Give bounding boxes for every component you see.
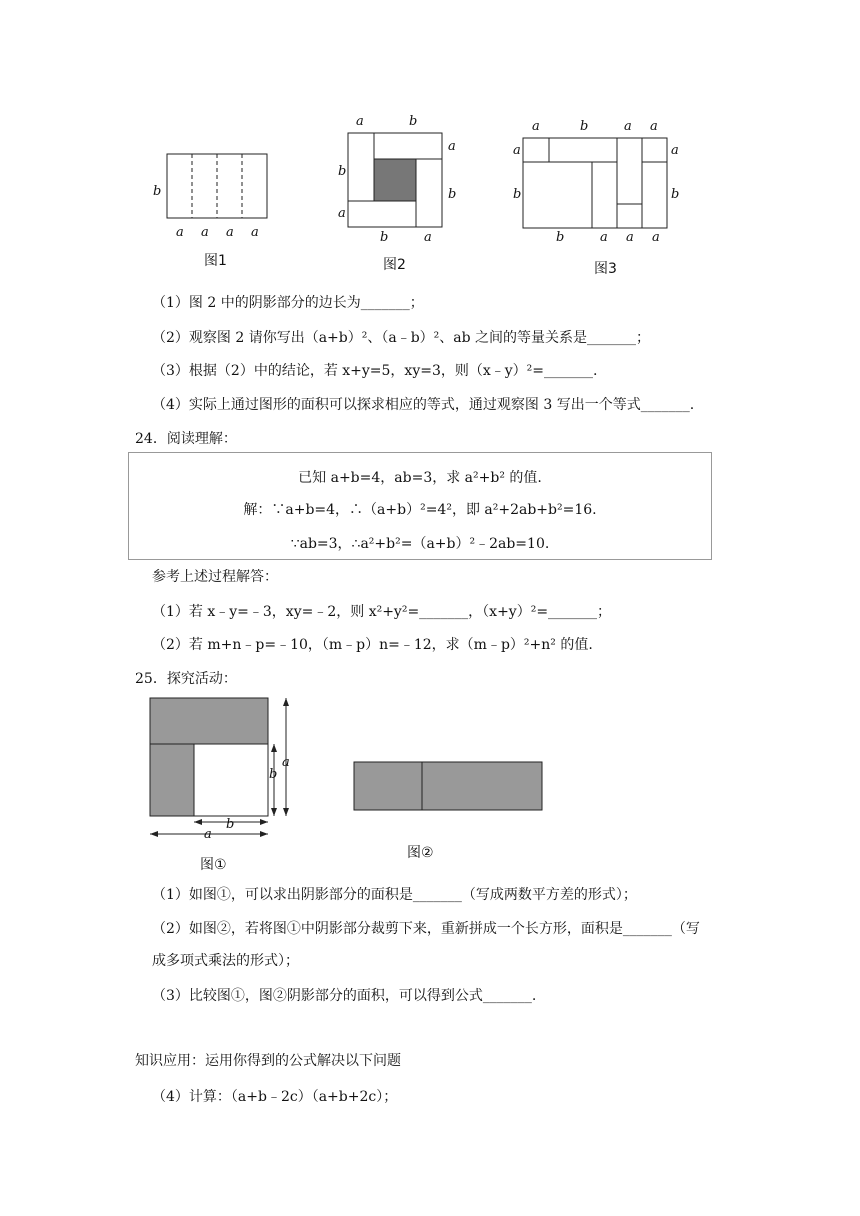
q24-title: 24．阅读理解：	[135, 431, 237, 447]
q25-part-3: （3）比较图①，图②阴影部分的面积，可以得到公式_______.	[152, 988, 537, 1004]
q24-box-line: 解：∵a+b=4，∴（a+b）²=4²，即 a²+2ab+b²=16.	[243, 502, 597, 518]
fig3-bottom-label: b	[556, 230, 565, 245]
fig1-caption: 图1	[204, 253, 227, 269]
fig2-top-label: b	[409, 114, 418, 129]
fig-circle-1-label-b: b	[269, 767, 278, 782]
fig1-bottom-label: a	[201, 225, 209, 240]
fig2-top-label: a	[356, 114, 364, 129]
fig3-bottom-label: a	[652, 230, 660, 245]
fig1-side-label: b	[153, 184, 162, 199]
fig2-left-label: a	[338, 206, 346, 221]
fig3-right-label: b	[671, 187, 680, 202]
q23-part-1: （1）图 2 中的阴影部分的边长为_______；	[152, 295, 424, 311]
fig-circle-1-caption: 图①	[200, 857, 227, 873]
q25-part-4: （4）计算：（a+b﹣2c）（a+b+2c）；	[152, 1089, 398, 1105]
figure-3	[515, 130, 675, 235]
fig1-bottom-label: a	[251, 225, 259, 240]
q25-part-2: （2）如图②，若将图①中阴影部分裁剪下来，重新拼成一个长方形，面积是_______（写	[152, 921, 700, 937]
fig3-top-label: a	[532, 119, 540, 134]
q24-part-1: （1）若 x﹣y=﹣3，xy=﹣2，则 x²+y²=_______，（x+y）²=_______；	[152, 604, 612, 620]
fig-circle-1-label-b: b	[226, 817, 235, 832]
q23-part-3: （3）根据（2）中的结论，若 x+y=5，xy=3，则（x﹣y）²=_______.	[152, 363, 598, 379]
q24-box-line: 已知 a+b=4，ab=3，求 a²+b² 的值.	[298, 470, 542, 486]
fig3-left-label: b	[513, 187, 522, 202]
q23-part-4: （4）实际上通过图形的面积可以探求相应的等式，通过观察图 3 写出一个等式_______.	[152, 397, 695, 413]
fig2-left-label: b	[338, 164, 347, 179]
fig1-bottom-label: a	[226, 225, 234, 240]
q25-part-2-cont: 成多项式乘法的形式）；	[152, 953, 299, 969]
fig3-bottom-label: a	[600, 230, 608, 245]
fig3-top-label: a	[650, 119, 658, 134]
q24-reference: 参考上述过程解答：	[152, 569, 278, 585]
fig2-right-label: a	[448, 139, 456, 154]
fig3-top-label: b	[580, 119, 589, 134]
fig3-left-label: a	[513, 143, 521, 158]
fig-circle-1-label-a: a	[282, 755, 290, 770]
q25-application-title: 知识应用：运用你得到的公式解决以下问题	[135, 1053, 401, 1069]
q24-part-2: （2）若 m+n﹣p=﹣10，（m﹣p）n=﹣12，求（m﹣p）²+n² 的值.	[152, 637, 593, 653]
fig2-caption: 图2	[383, 257, 406, 273]
figure-circle-2	[350, 758, 550, 818]
q24-example-box	[128, 452, 712, 560]
fig2-bottom-label: b	[380, 230, 389, 245]
fig2-bottom-label: a	[424, 230, 432, 245]
fig1-bottom-label: a	[176, 225, 184, 240]
q24-box-line: ∵ab=3，∴a²+b²=（a+b）²﹣2ab=10.	[290, 536, 550, 552]
q25-title: 25．探究活动：	[135, 671, 237, 687]
fig-circle-1-label-a: a	[204, 827, 212, 842]
fig3-caption: 图3	[594, 261, 617, 277]
fig3-bottom-label: a	[626, 230, 634, 245]
q23-part-2: （2）观察图 2 请你写出（a+b）²、（a﹣b）²、ab 之间的等量关系是_______；	[152, 330, 651, 346]
q25-part-1: （1）如图①，可以求出阴影部分的面积是_______（写成两数平方差的形式）；	[152, 887, 637, 903]
fig3-top-label: a	[624, 119, 632, 134]
figure-2	[340, 125, 450, 235]
fig-circle-2-caption: 图②	[407, 845, 434, 861]
fig2-right-label: b	[448, 187, 457, 202]
fig3-right-label: a	[671, 143, 679, 158]
